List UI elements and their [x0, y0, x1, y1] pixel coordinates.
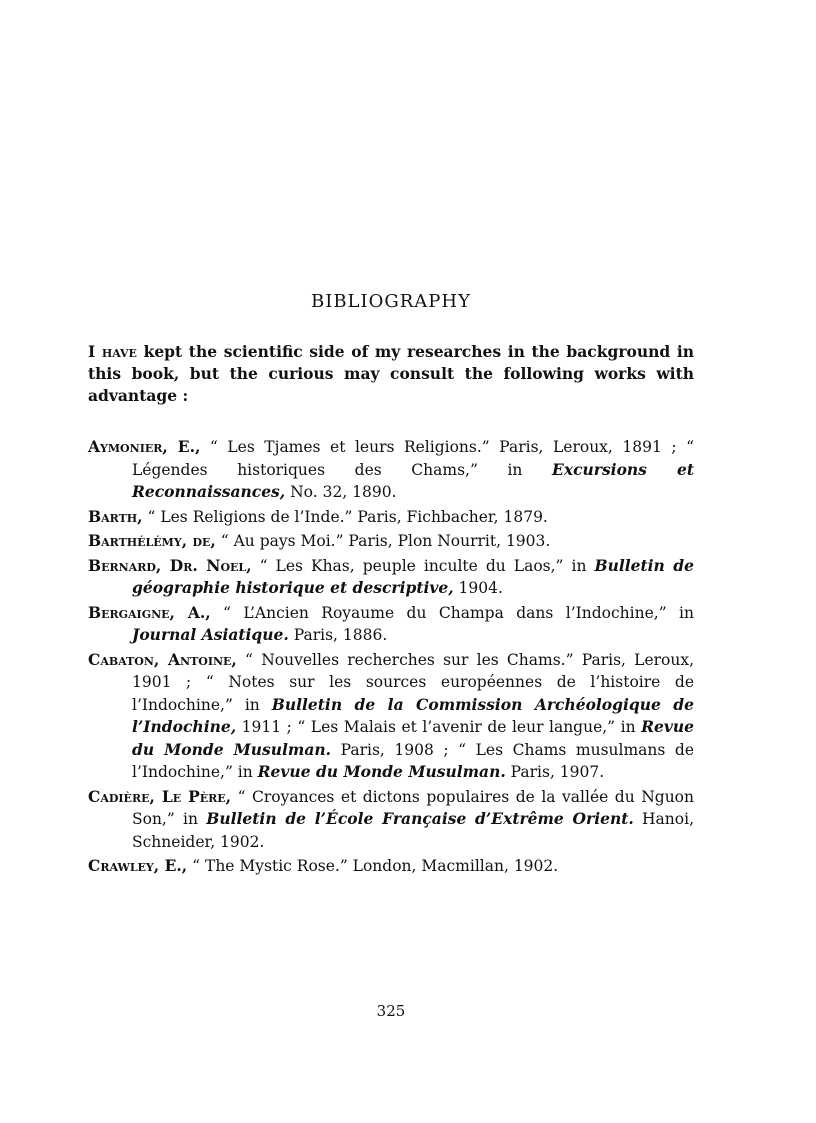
- entry-author: Barth,: [88, 506, 143, 526]
- bibliography-entry: [88, 530, 694, 553]
- bibliography-entry: [88, 436, 694, 504]
- entry-author: Cadière, Le Père,: [88, 786, 232, 806]
- bibliography-entry: [88, 786, 694, 854]
- intro-lead: I have: [88, 342, 137, 361]
- entry-journal: Journal Asiatique.: [132, 625, 289, 644]
- entry-text: “ Les Khas, peuple inculte du Laos,” in: [251, 556, 595, 575]
- entry-text: Paris, 1908 ; “ Les Chams musulmans de l’Indochine,” in: [132, 740, 694, 781]
- bibliography-entry: [88, 602, 694, 647]
- entry-text: Paris, 1886.: [288, 626, 388, 644]
- entry-text: “ Au pays Moi.” Paris, Plon Nourrit, 1903.: [215, 532, 551, 550]
- entry-text: “ The Mystic Rose.” London, Macmillan, 1902.: [187, 857, 559, 875]
- entry-text: “ Croyances et dictons populaires de la vallée du Nguon Son,” in: [132, 787, 694, 828]
- entry-text: Paris, 1907.: [505, 763, 605, 781]
- entry-journal: Bulletin de la Commission Archéologique de l’Indochine,: [132, 694, 694, 736]
- entry-author: Cabaton, Antoine,: [88, 649, 237, 669]
- page-number: 325: [376, 1002, 406, 1020]
- entry-text: 1911 ; “ Les Malais et l’avenir de leur langue,” in: [236, 718, 642, 736]
- page-title: BIBLIOGRAPHY: [310, 291, 471, 312]
- entry-author: Barthélémy, de,: [88, 531, 216, 550]
- entry-text: “ Les Religions de l’Inde.” Paris, Fichbacher, 1879.: [142, 507, 548, 526]
- entry-text: 1904.: [453, 579, 503, 597]
- entry-text: “ Nouvelles recherches sur les Chams.” Paris, Leroux, 1901 ; “ Notes sur les sources européennes de l’histoire de l’Indochine,” in: [132, 650, 695, 714]
- book-page: [88, 0, 694, 1123]
- entry-journal: Bulletin de l’École Française d’Extrême Orient.: [206, 809, 634, 828]
- entry-author: Bernard, Dr. Noel,: [88, 555, 252, 575]
- entry-text: Hanoi, Schneider, 1902.: [132, 810, 694, 851]
- bibliography-entry: [88, 649, 694, 784]
- bibliography-list: [88, 436, 694, 880]
- entry-journal: Revue du Monde Musulman.: [132, 717, 694, 759]
- entry-author: Bergaigne, A.,: [88, 602, 211, 622]
- intro-text: kept the scientific side of my researches in the background in this book, but the curious may consult the following works with advantage :: [88, 342, 694, 405]
- entry-text: No. 32, 1890.: [285, 483, 397, 501]
- entry-journal: Excursions et Reconnaissances,: [132, 459, 694, 501]
- bibliography-entry: [88, 855, 694, 878]
- entry-journal: Bulletin de géographie historique et descriptive,: [132, 555, 694, 597]
- entry-text: “ L’Ancien Royaume du Champa dans l’Indochine,” in: [210, 603, 694, 622]
- bibliography-entry: [88, 506, 694, 529]
- entry-author: Crawley, E.,: [88, 856, 188, 875]
- entry-author: Aymonier, E.,: [88, 437, 201, 456]
- bibliography-entry: [88, 555, 694, 600]
- entry-text: “ Les Tjames et leurs Religions.” Paris, Leroux, 1891 ; “ Légendes historiques des Chams,” in: [132, 438, 695, 479]
- intro-paragraph: [88, 341, 694, 407]
- entry-journal: Revue du Monde Musulman.: [257, 762, 506, 781]
